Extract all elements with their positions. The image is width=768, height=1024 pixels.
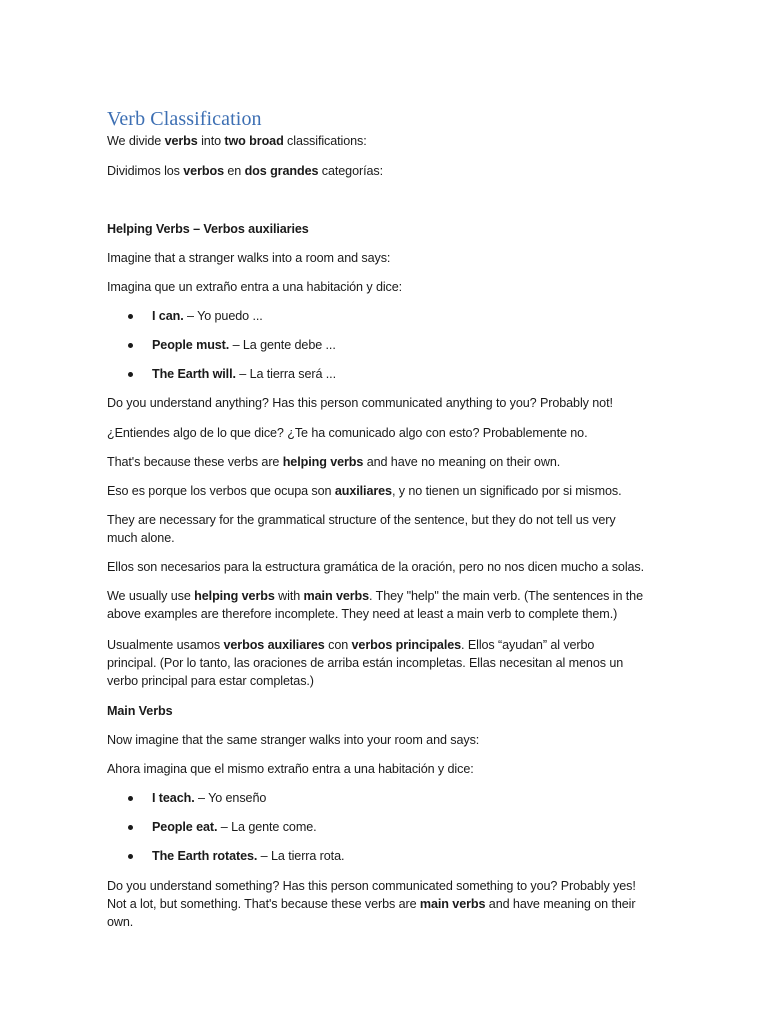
bold-text: verbos principales xyxy=(351,638,462,652)
text: – Yo puedo ... xyxy=(183,309,263,323)
main-imagine-es: Ahora imagina que el mismo extraño entra a una habitación y dice: xyxy=(107,762,474,776)
text: – La tierra rota. xyxy=(257,849,345,863)
helping-usually-en xyxy=(107,587,647,623)
bold-text: I teach. xyxy=(152,791,195,805)
helping-necessary-es: Ellos son necesarios para la estructura gramática de la oración, pero no nos dicen mucho a solas. xyxy=(107,560,645,574)
bold-text: dos grandes xyxy=(244,164,319,178)
text: and have meaning on their own. xyxy=(107,897,636,929)
bold-text: verbos xyxy=(183,164,224,178)
bullet-icon xyxy=(128,796,133,801)
text: . They "help" the main verb. (The sentences in the above examples are therefore incomplete. They need at least a main verb to complete them.) xyxy=(107,589,643,621)
text: categorías: xyxy=(318,164,383,178)
bold-text: main verbs xyxy=(303,589,370,603)
intro-en-paragraph xyxy=(107,132,647,150)
text: Eso es porque los verbos que ocupa son xyxy=(107,484,335,498)
bold-text: The Earth rotates. xyxy=(152,849,258,863)
text: with xyxy=(274,589,304,603)
text: into xyxy=(197,134,225,148)
bold-text: The Earth will. xyxy=(152,367,236,381)
text: Do you understand something? Has this person communicated something to you? Probably yes! Not a lot, but something. That's because these verbs are xyxy=(107,879,636,911)
main-question-en xyxy=(107,877,647,931)
text: con xyxy=(324,638,352,652)
text: en xyxy=(223,164,245,178)
bold-text: People eat. xyxy=(152,820,218,834)
text: – La gente debe ... xyxy=(229,338,336,352)
text: That's because these verbs are xyxy=(107,455,283,469)
helping-usually-es xyxy=(107,636,647,690)
bullet-icon xyxy=(128,854,133,859)
bold-text: verbs xyxy=(164,134,198,148)
helping-imagine-es: Imagina que un extraño entra a una habitación y dice: xyxy=(107,280,403,294)
bold-text: auxiliares xyxy=(334,484,392,498)
bold-text: helping verbs xyxy=(194,589,275,603)
text: – Yo enseño xyxy=(194,791,267,805)
text: Usualmente usamos xyxy=(107,638,224,652)
text: Dividimos los xyxy=(107,164,184,178)
bold-text: helping verbs xyxy=(282,455,364,469)
helping-verbs-heading xyxy=(107,220,647,238)
bullet-icon xyxy=(128,343,133,348)
bullet-icon xyxy=(128,372,133,377)
helping-imagine-en: Imagine that a stranger walks into a room and says: xyxy=(107,251,391,265)
document-title: Verb Classification xyxy=(107,108,262,130)
text: We usually use xyxy=(107,589,195,603)
helping-necessary-en: They are necessary for the grammatical structure of the sentence, but they do not tell us very much alone. xyxy=(107,513,616,545)
text: We divide xyxy=(107,134,165,148)
bold-text: People must. xyxy=(152,338,230,352)
bold-text: main verbs xyxy=(419,897,486,911)
main-verbs-heading xyxy=(107,702,647,720)
bold-text: verbos auxiliares xyxy=(223,638,325,652)
main-imagine-en: Now imagine that the same stranger walks into your room and says: xyxy=(107,733,480,747)
heading-text: Helping Verbs – Verbos auxiliaries xyxy=(107,222,309,236)
text: , y no tienen un significado por si mismos. xyxy=(391,484,622,498)
helping-question-es: ¿Entiendes algo de lo que dice? ¿Te ha comunicado algo con esto? Probablemente no. xyxy=(107,426,588,440)
text: and have no meaning on their own. xyxy=(363,455,561,469)
heading-text: Main Verbs xyxy=(107,704,173,718)
helping-question-en: Do you understand anything? Has this person communicated anything to you? Probably not! xyxy=(107,396,613,410)
helping-because-es xyxy=(107,482,647,500)
helping-because-en xyxy=(107,453,647,471)
bullet-icon xyxy=(128,825,133,830)
text: – La tierra será ... xyxy=(235,367,336,381)
text: – La gente come. xyxy=(217,820,317,834)
text: classifications: xyxy=(283,134,367,148)
bullet-icon xyxy=(128,314,133,319)
bold-text: two broad xyxy=(224,134,284,148)
text: . Ellos “ayudan” al verbo principal. (Por lo tanto, las oraciones de arriba están incompletas. Ellas necesitan al menos un verbo principal para estar completas.) xyxy=(107,638,624,688)
intro-es-paragraph xyxy=(107,162,647,180)
bold-text: I can. xyxy=(152,309,184,323)
